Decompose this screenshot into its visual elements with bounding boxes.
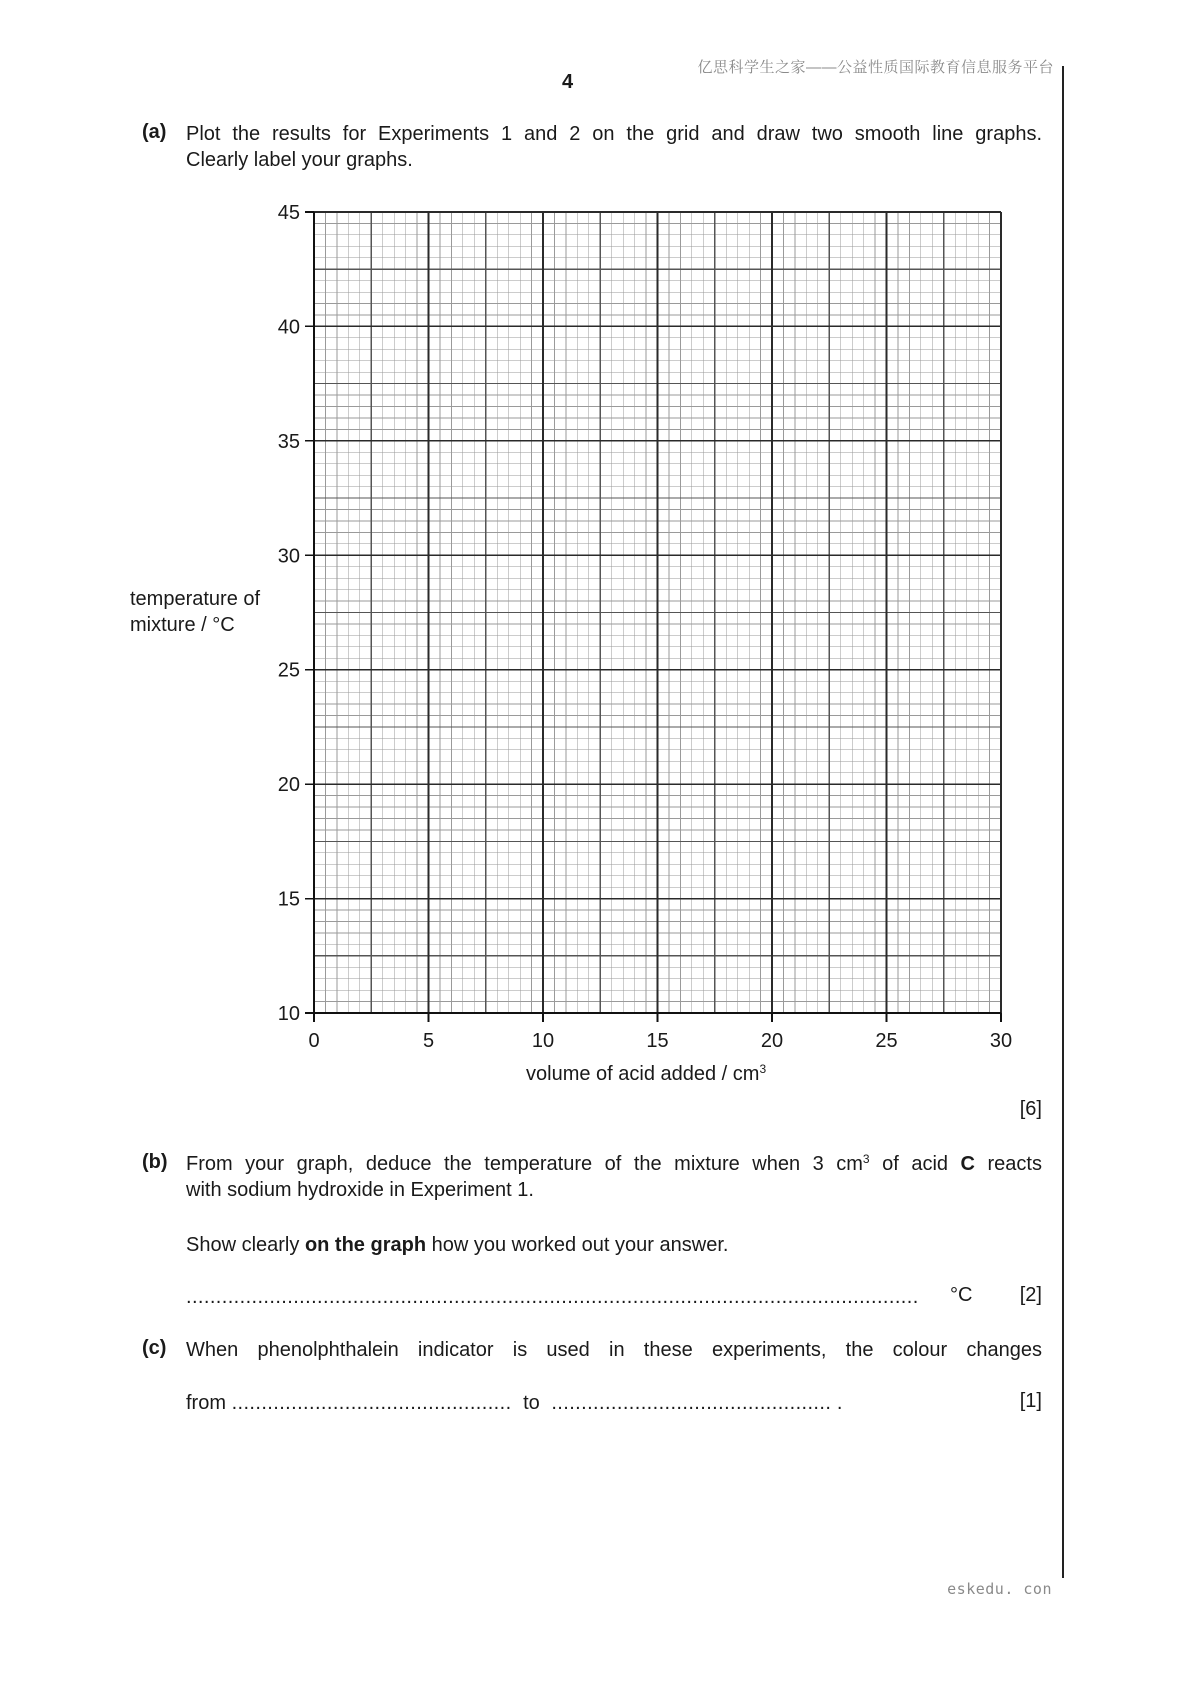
question-b-acid-c: C [960, 1153, 975, 1175]
x-tick-label: 0 [308, 1030, 320, 1052]
x-tick-label: 10 [531, 1030, 555, 1052]
question-b-answer-line[interactable] [186, 1284, 976, 1310]
y-tick-label: 40 [277, 316, 300, 339]
x-tick-label: 25 [875, 1030, 898, 1052]
question-a-line2: Clearly label your graphs. [186, 149, 413, 171]
question-c-from: from [186, 1392, 226, 1414]
y-axis-label-line1: temperature of [130, 588, 261, 610]
question-b-answer-dots: ........................................................................................................................... [186, 1286, 919, 1308]
question-b-line1-part3: reacts [975, 1153, 1042, 1175]
page-number: 4 [562, 71, 574, 93]
y-tick-label: 45 [277, 202, 300, 224]
y-axis-label-line2: mixture / °C [130, 614, 235, 636]
tick-marks [305, 212, 1001, 1022]
question-c-to-dots[interactable]: ............................................... [551, 1392, 832, 1414]
question-b-sup: 3 [862, 1152, 870, 1166]
y-tick-label: 35 [277, 430, 300, 453]
header-watermark: 亿思科学生之家——公益性质国际教育信息服务平台 [697, 59, 1054, 76]
y-tick-label: 25 [277, 659, 300, 682]
question-b-instruction-part2: how you worked out your answer. [426, 1234, 729, 1256]
question-b-instruction-part1: Show clearly [186, 1234, 305, 1256]
x-axis-label-text: volume of acid added / cm [526, 1063, 760, 1085]
x-axis-label [526, 1063, 766, 1086]
y-tick-label: 30 [277, 545, 300, 568]
question-b-marks: [2] [1019, 1284, 1042, 1306]
question-c-end: . [836, 1392, 843, 1414]
x-axis-label-superscript: 3 [759, 1062, 767, 1076]
x-tick-label: 15 [646, 1030, 669, 1052]
tick-labels [278, 202, 1012, 1052]
question-c-to: to [523, 1392, 540, 1414]
x-tick-label: 5 [422, 1030, 435, 1052]
question-b-line1-part2: of acid [869, 1153, 961, 1175]
question-b-answer-unit: °C [950, 1284, 973, 1306]
question-a-line1: Plot the results for Experiments 1 and 2 on the grid and draw two smooth line graphs. [186, 123, 1042, 145]
question-a-marks: [6] [1019, 1098, 1042, 1120]
question-c-line1: When phenolphthalein indicator is used in these experiments, the colour changes [186, 1339, 1042, 1361]
y-tick-label: 15 [277, 888, 300, 911]
question-c-answer-line [186, 1390, 1042, 1416]
footer-watermark: eskedu. con [947, 1580, 1052, 1598]
question-c-from-dots[interactable]: ............................................... [231, 1392, 512, 1414]
question-b-instruction [186, 1232, 1042, 1258]
question-a-label: (a) [142, 121, 167, 143]
x-tick-label: 20 [760, 1030, 784, 1052]
y-tick-label: 20 [277, 774, 300, 797]
question-b-line1-part1: From your graph, deduce the temperature of the mixture when 3 cm [186, 1153, 863, 1175]
question-b-line2: with sodium hydroxide in Experiment 1. [186, 1179, 534, 1201]
x-tick-label: 30 [989, 1030, 1013, 1052]
question-b-line1 [186, 1151, 1042, 1177]
question-b-label: (b) [142, 1151, 168, 1173]
question-c-marks: [1] [1019, 1390, 1042, 1412]
question-c-label: (c) [142, 1337, 167, 1359]
question-b-instruction-bold: on the graph [304, 1234, 427, 1256]
y-tick-label: 10 [277, 1003, 300, 1025]
